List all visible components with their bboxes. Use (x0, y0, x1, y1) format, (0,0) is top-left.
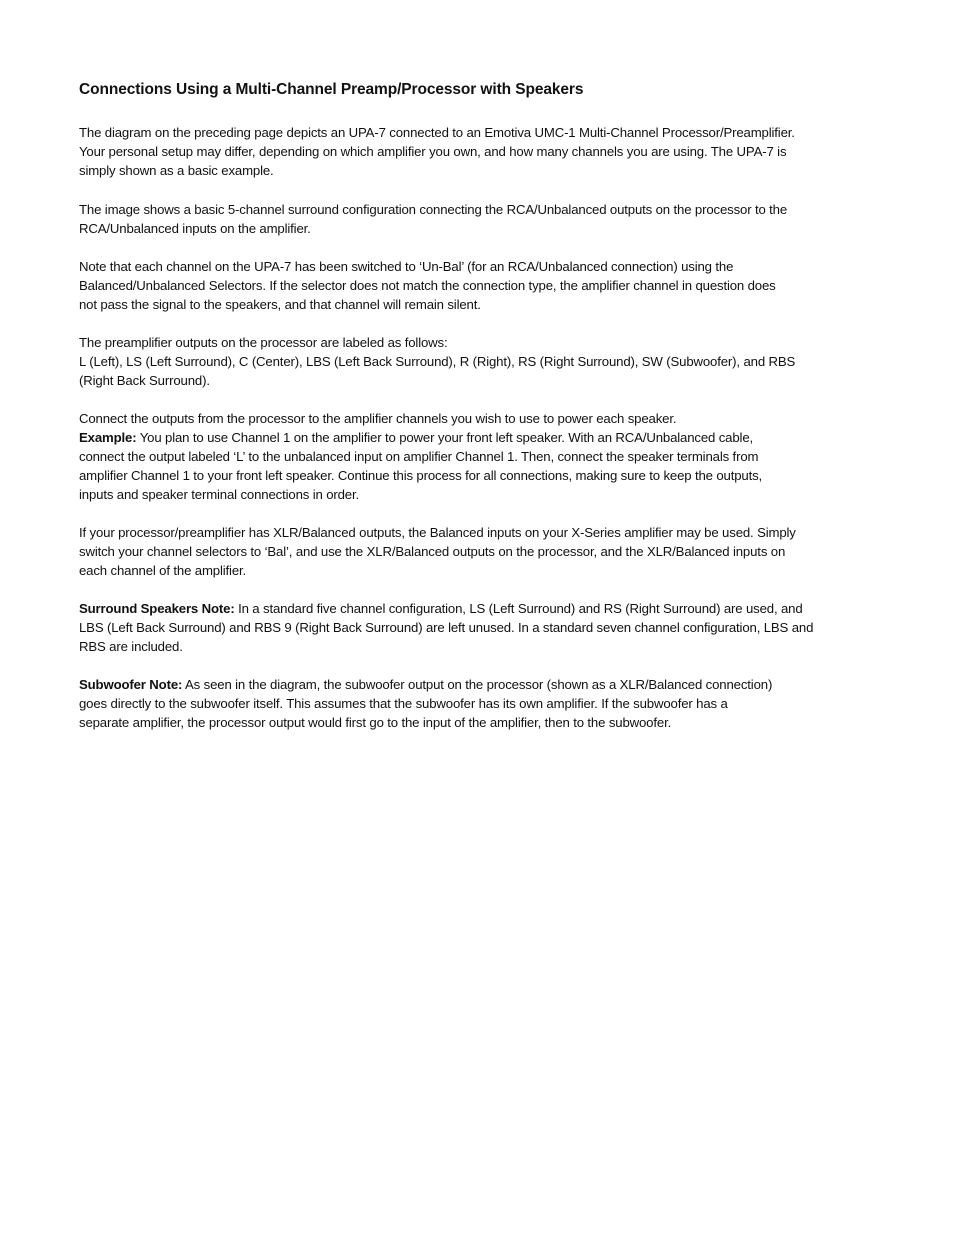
paragraph-line: RBS are included. (79, 639, 183, 654)
paragraph-line: The preamplifier outputs on the processor are labeled as follows: (79, 335, 448, 350)
paragraph-line: The diagram on the preceding page depicts an UPA-7 connected to an Emotiva UMC-1 Multi-Channel Processor/Preamplifier. (79, 125, 795, 140)
example-text: You plan to use Channel 1 on the amplifier to power your front left speaker. With an RCA/Unbalanced cable, (136, 430, 754, 445)
surround-note-label: Surround Speakers Note: (79, 601, 235, 616)
paragraph-line: The image shows a basic 5-channel surround configuration connecting the RCA/Unbalanced outputs on the processor to the (79, 202, 788, 217)
paragraph-line: not pass the signal to the speakers, and that channel will remain silent. (79, 297, 481, 312)
paragraph-line (79, 599, 889, 618)
paragraph-line: If your processor/preamplifier has XLR/Balanced outputs, the Balanced inputs on your X-Series amplifier may be used. Simply (79, 525, 796, 540)
selector-note-paragraph (79, 257, 889, 314)
output-labels-paragraph (79, 333, 889, 390)
section-heading: Connections Using a Multi-Channel Preamp/Processor with Speakers (79, 81, 584, 98)
paragraph-line: L (Left), LS (Left Surround), C (Center), LBS (Left Back Surround), R (Right), RS (Right Surround), SW (Subwoofer), and RBS (79, 354, 796, 369)
surround-speakers-note (79, 599, 889, 656)
paragraph-line: RCA/Unbalanced inputs on the amplifier. (79, 221, 311, 236)
paragraph-line: Balanced/Unbalanced Selectors. If the selector does not match the connection type, the amplifier channel in question does (79, 278, 776, 293)
paragraph-line: switch your channel selectors to ‘Bal’, and use the XLR/Balanced outputs on the processor, and the XLR/Balanced inputs on (79, 544, 786, 559)
paragraph-line: separate amplifier, the processor output would first go to the input of the amplifier, then to the subwoofer. (79, 715, 672, 730)
intro-paragraph (79, 123, 889, 180)
subwoofer-note (79, 675, 889, 732)
paragraph-line: (Right Back Surround). (79, 373, 210, 388)
paragraph-line: simply shown as a basic example. (79, 163, 274, 178)
balanced-inputs-paragraph (79, 523, 889, 580)
paragraph-line: goes directly to the subwoofer itself. This assumes that the subwoofer has its own amplifier. If the subwoofer has a (79, 696, 728, 711)
paragraph-line: inputs and speaker terminal connections in order. (79, 487, 360, 502)
paragraph-line: Note that each channel on the UPA-7 has been switched to ‘Un-Bal’ (for an RCA/Unbalanced connection) using the (79, 259, 734, 274)
subwoofer-note-text: As seen in the diagram, the subwoofer output on the processor (shown as a XLR/Balanced connection) (182, 677, 773, 692)
paragraph-line: connect the output labeled ‘L’ to the unbalanced input on amplifier Channel 1. Then, connect the speaker terminals from (79, 449, 759, 464)
connection-example-paragraph (79, 409, 889, 504)
surround-note-text: In a standard five channel configuration, LS (Left Surround) and RS (Right Surround) are used, and (234, 601, 803, 616)
paragraph-line: LBS (Left Back Surround) and RBS 9 (Right Back Surround) are left unused. In a standard seven channel configuration, LBS and (79, 620, 814, 635)
paragraph-line: Your personal setup may differ, depending on which amplifier you own, and how many channels you are using. The UPA-7 is (79, 144, 787, 159)
example-label: Example: (79, 430, 137, 445)
paragraph-line (79, 428, 889, 447)
paragraph-line: each channel of the amplifier. (79, 563, 247, 578)
paragraph-line: amplifier Channel 1 to your front left speaker. Continue this process for all connections, making sure to keep the outputs, (79, 468, 763, 483)
paragraph-line (79, 675, 889, 694)
subwoofer-note-label: Subwoofer Note: (79, 677, 183, 692)
paragraph-line: Connect the outputs from the processor to the amplifier channels you wish to use to power each speaker. (79, 411, 677, 426)
configuration-paragraph (79, 200, 889, 238)
